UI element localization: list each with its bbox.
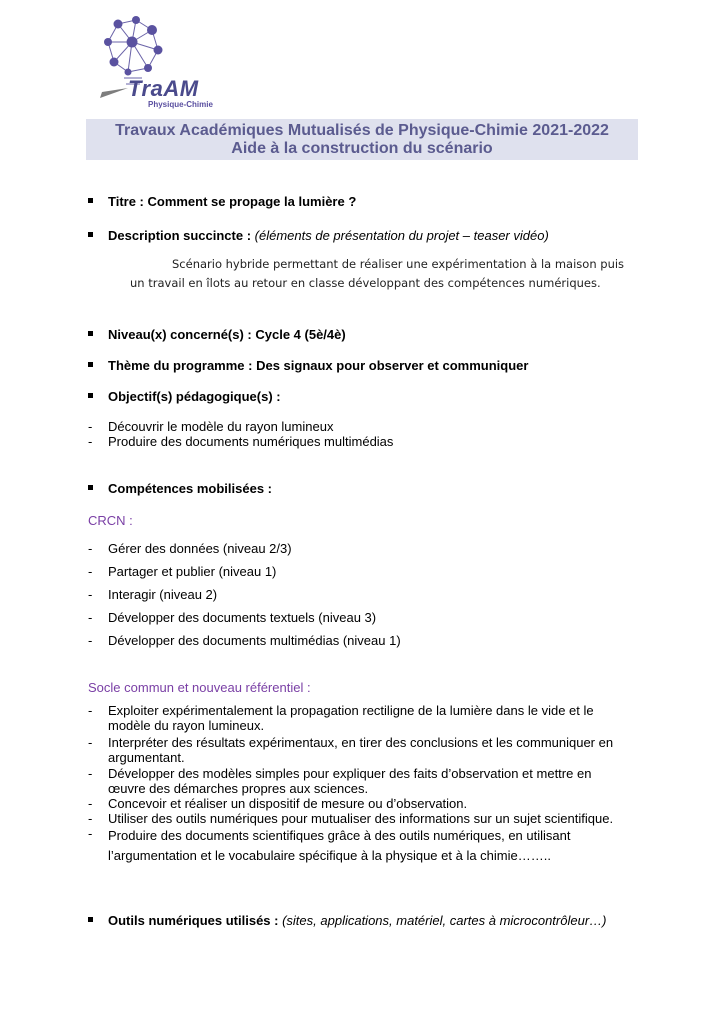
socle-item (108, 766, 591, 796)
outils-label: Outils numériques utilisés : (108, 913, 283, 928)
dash-marker: - (88, 541, 93, 556)
description-line-1: Scénario hybride permettant de réaliser une expérimentation à la maison puis (172, 257, 625, 271)
socle-item-line: Exploiter expérimentalement la propagation rectiligne de la lumière dans le vide et le (108, 703, 594, 718)
dash-marker: - (88, 587, 93, 602)
bullet-icon (88, 917, 93, 922)
niveau-label: Niveau(x) concerné(s) : Cycle 4 (5è/4è) (108, 327, 346, 342)
crcn-item: Partager et publier (niveau 1) (108, 564, 277, 579)
description-heading (108, 228, 549, 243)
socle-item-line: Produire des documents scientifiques grâce à des outils numériques, en utilisant (108, 828, 571, 843)
crcn-item: Développer des documents multimédias (niveau 1) (108, 633, 401, 648)
document-header (86, 119, 638, 160)
dash-marker: - (88, 796, 93, 811)
logo-wordmark: TraAM (128, 76, 199, 101)
dash-marker: - (88, 703, 93, 718)
dash-marker: - (88, 419, 93, 434)
header-title: Travaux Académiques Mutualisés de Physique-Chimie 2021-2022 (115, 122, 609, 139)
socle-item-line: Utiliser des outils numériques pour mutualiser des informations sur un sujet scientifique. (108, 811, 614, 826)
socle-item (108, 811, 613, 826)
dash-marker: - (88, 811, 93, 826)
bullet-icon (88, 393, 93, 398)
description-body (130, 255, 640, 293)
bullet-icon (88, 362, 93, 367)
competences-label: Compétences mobilisées : (108, 481, 272, 496)
objectif-item: Découvrir le modèle du rayon lumineux (108, 419, 334, 434)
socle-item (108, 826, 570, 866)
socle-label: Socle commun et nouveau référentiel : (88, 680, 311, 695)
header-subtitle: Aide à la construction du scénario (231, 140, 493, 157)
socle-item (108, 703, 594, 733)
bullet-icon (88, 485, 93, 490)
socle-item-line: œuvre des démarches propres aux sciences. (108, 781, 369, 796)
bullet-icon (88, 198, 93, 203)
crcn-item: Gérer des données (niveau 2/3) (108, 541, 292, 556)
socle-item-line: Concevoir et réaliser un dispositif de mesure ou d’observation. (108, 796, 468, 811)
logo-subtitle: Physique-Chimie (148, 100, 213, 109)
socle-item-line: argumentant. (108, 750, 185, 765)
outils-heading (108, 913, 606, 928)
crcn-item: Interagir (niveau 2) (108, 587, 218, 602)
socle-item (108, 796, 467, 811)
objectif-item: Produire des documents numériques multimédias (108, 434, 394, 449)
dash-marker: - (88, 564, 93, 579)
crcn-item: Développer des documents textuels (niveau 3) (108, 610, 377, 625)
crcn-label: CRCN : (88, 513, 133, 528)
socle-item-line: Développer des modèles simples pour expliquer des faits d’observation et mettre en (108, 766, 592, 781)
outils-note: (sites, applications, matériel, cartes à microcontrôleur…) (282, 913, 607, 928)
dash-marker: - (88, 633, 93, 648)
bullet-icon (88, 232, 93, 237)
description-line-2: un travail en îlots au retour en classe développant des compétences numériques. (130, 276, 601, 290)
theme-label: Thème du programme : Des signaux pour observer et communiquer (108, 358, 529, 373)
description-label: Description succincte : (108, 228, 255, 243)
socle-item-line: l’argumentation et le vocabulaire spécifique à la physique et à la chimie…….. (108, 848, 551, 863)
socle-item-line: modèle du rayon lumineux. (108, 718, 265, 733)
objectifs-label: Objectif(s) pédagogique(s) : (108, 389, 281, 404)
description-note: (éléments de présentation du projet – teaser vidéo) (254, 228, 549, 243)
dash-marker: - (88, 610, 93, 625)
dash-marker: - (88, 735, 93, 750)
titre-label: Titre : Comment se propage la lumière ? (108, 194, 357, 209)
socle-item (108, 735, 613, 765)
socle-item-line: Interpréter des résultats expérimentaux, en tirer des conclusions et les communiquer en (108, 735, 614, 750)
dash-marker: - (88, 434, 93, 449)
dash-marker: - (88, 766, 93, 781)
bullet-icon (88, 331, 93, 336)
dash-marker: - (88, 826, 93, 841)
